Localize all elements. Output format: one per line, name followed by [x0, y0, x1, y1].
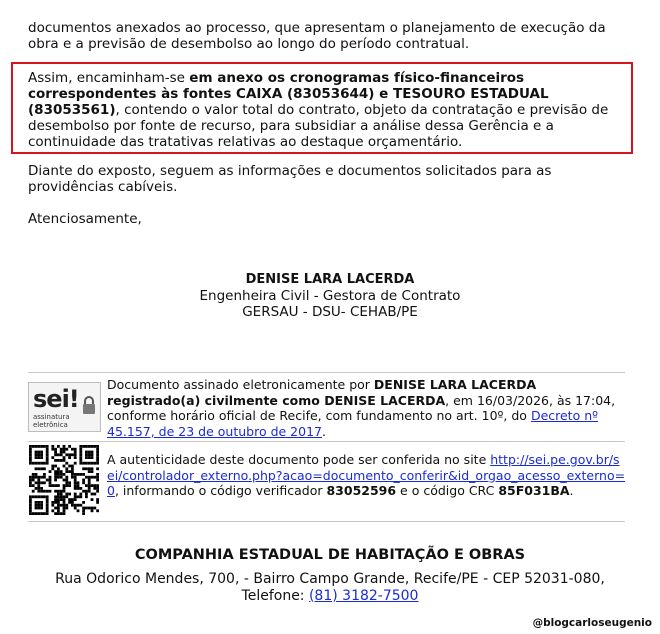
divider	[28, 372, 625, 373]
closing-paragraph: Diante do exposto, seguem as informações e documentos solicitados para as providências cabíveis.	[28, 163, 552, 195]
verify-text-3: e o código CRC	[396, 483, 499, 498]
sei-logo-word: sei!	[33, 385, 79, 413]
company-address: Rua Odorico Mendes, 700, - Bairro Campo Grande, Recife/PE - CEP 52031-080,	[55, 571, 605, 587]
intro-paragraph: documentos anexados ao processo, que apresentam o planejamento de execução da obra e a previsão de desembolso ao longo do período contratual.	[28, 20, 606, 52]
sei-logo	[28, 382, 101, 432]
salutation: Atenciosamente,	[28, 211, 142, 227]
verify-text-1: A autenticidade deste documento pode ser conferida no site	[107, 452, 491, 467]
divider	[28, 441, 625, 442]
signature-authentication-text	[107, 377, 627, 439]
verify-text-2: , informando o código verificador	[114, 483, 327, 498]
verification-link[interactable]: http://sei.pe.gov.br/sei/controlador_externo.php?acao=documento_conferir&id_orgao_acesso_externo=0	[107, 452, 626, 498]
crc-code: 85F031BA	[498, 483, 570, 498]
sei-logo-subtitle: assinatura eletrônica	[33, 413, 70, 429]
highlighted-paragraph	[28, 70, 628, 150]
p2-bold: em anexo os cronogramas físico-financeiros correspondentes às fontes CAIXA (83053644) e TESOURO ESTADUAL (83053561)	[28, 70, 549, 118]
phone-link[interactable]: (81) 3182-7500	[308, 588, 419, 604]
lock-icon	[81, 395, 97, 415]
phone-label: Telefone:	[241, 588, 309, 604]
qr-code	[29, 445, 99, 517]
company-phone	[0, 588, 660, 604]
sei-registered-name: registrado(a) civilmente como DENISE LACERDA	[107, 392, 446, 408]
sei-text-2: , em 16/03/2026, às 17:04, conforme horário oficial de Recife, com fundamento no art. 10º, do	[107, 392, 616, 423]
signer-name: DENISE LARA LACERDA	[245, 272, 415, 287]
authenticity-verification-text	[107, 452, 627, 499]
p2-rest: , contendo o valor total do contrato, objeto da contratação e previsão de desembolso por fonte de recurso, para subsidiar a análise dessa Gerência e a continuidade das tratativas relativas ao destaque orçamentário.	[28, 102, 609, 150]
sei-text-1: Documento assinado eletronicamente por	[107, 377, 374, 392]
sei-text-3: .	[321, 423, 326, 439]
sei-signer: DENISE LARA LACERDA	[373, 377, 537, 392]
decree-link[interactable]: Decreto nº 45.157, de 23 de outubro de 2017	[107, 408, 599, 439]
verify-text-4: .	[569, 483, 574, 498]
signer-role: Engenheira Civil - Gestora de Contrato	[199, 288, 461, 304]
verifier-code: 83052596	[326, 483, 397, 498]
p2-lead: Assim, encaminham-se	[28, 70, 190, 86]
signer-department: GERSAU - DSU- CEHAB/PE	[242, 304, 418, 320]
watermark: @blogcarloseugenio	[532, 617, 652, 629]
company-name: COMPANHIA ESTADUAL DE HABITAÇÃO E OBRAS	[134, 547, 526, 563]
divider	[28, 521, 625, 522]
